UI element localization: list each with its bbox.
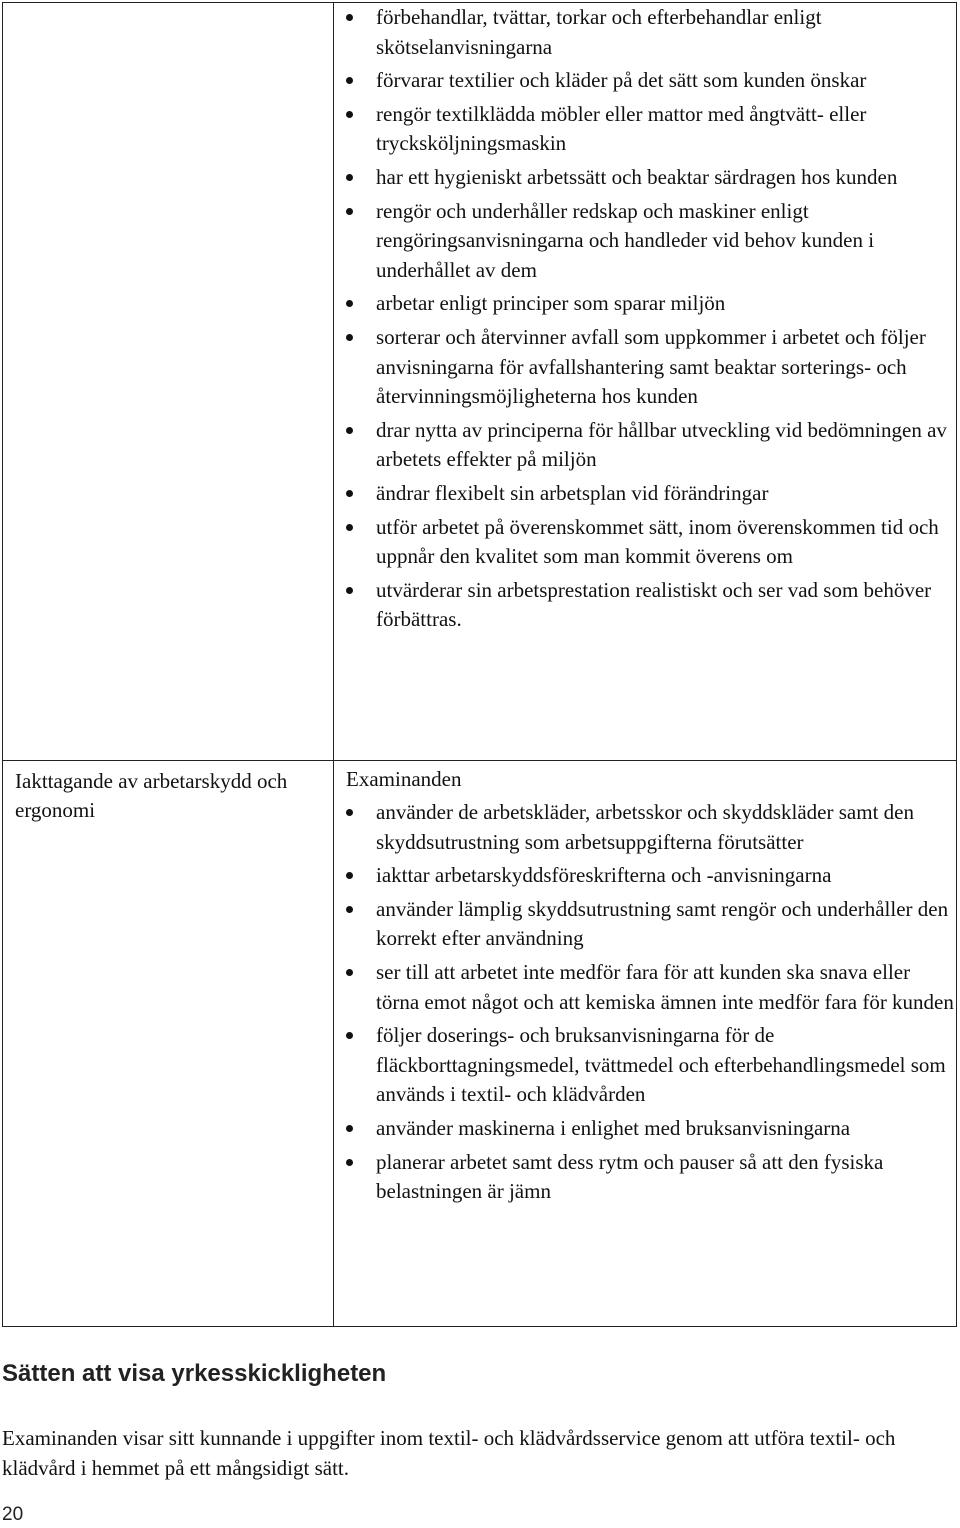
criteria-text: använder maskinerna i enlighet med bruksanvisningarna (376, 1115, 851, 1140)
criteria-text: använder de arbetskläder, arbetsskor och skyddskläder samt den skyddsutrustning som arbetsuppgifterna förutsätter (376, 800, 914, 854)
criteria-item (334, 289, 956, 319)
criteria-item (334, 479, 956, 509)
criteria-text: förbehandlar, tvättar, torkar och efterbehandlar enligt skötselanvisningarna (376, 5, 822, 59)
bullet-icon (346, 906, 353, 913)
criteria-text: använder lämplig skyddsutrustning samt rengör och underhåller den korrekt efter användning (376, 896, 949, 951)
bullet-icon (346, 1032, 353, 1039)
criteria-item (334, 513, 956, 572)
criteria-item (334, 1148, 956, 1207)
bullet-icon (346, 1159, 353, 1166)
criteria-item (334, 323, 956, 412)
criteria-text: rengör och underhåller redskap och maskiner enligt rengöringsanvisningarna och handleder vid behov kunden i underhållet av dem (376, 198, 875, 282)
criteria-list (334, 3, 956, 635)
criteria-text: ser till att arbetet inte medför fara för att kunden ska snava eller törna emot något och att kemiska ämnen inte medför fara för kunden (376, 959, 954, 1014)
criteria-text: utför arbetet på överenskommet sätt, inom överenskommen tid och uppnår den kvalitet som man kommit överens om (376, 514, 939, 569)
criteria-item (334, 416, 956, 475)
bullet-icon (346, 587, 353, 594)
bullet-icon (346, 334, 353, 341)
criteria-text: iakttar arbetarskyddsföreskrifterna och -anvisningarna (376, 863, 832, 888)
section-heading: Sätten att visa yrkesskickligheten (2, 1360, 387, 1387)
criteria-item (334, 576, 956, 635)
bullet-icon (346, 111, 353, 118)
topic-cell (3, 3, 334, 761)
bullet-icon (346, 524, 353, 531)
bullet-icon (346, 427, 353, 434)
section-body-text: Examinanden visar sitt kunnande i uppgifter inom textil- och klädvårdsservice genom att utföra textil- och klädvård i hemmet på ett mångsidigt sätt. (2, 1426, 896, 1480)
bullet-icon (346, 14, 353, 21)
criteria-text: förvarar textilier och kläder på det sätt som kunden önskar (376, 68, 867, 93)
criteria-text: sorterar och återvinner avfall som uppkommer i arbetet och följer anvisningarna för avfallshantering samt beaktar sorterings- och återvinningsmöjligheterna hos kunden (376, 324, 926, 409)
topic-label: Iakttagande av arbetarskydd och ergonomi (15, 769, 288, 822)
criteria-item (334, 3, 956, 62)
bullet-icon (346, 174, 353, 181)
criteria-list (334, 798, 956, 1207)
criteria-item (334, 861, 956, 891)
criteria-text: har ett hygieniskt arbetssätt och beaktar särdragen hos kunden (376, 164, 898, 189)
criteria-item (334, 798, 956, 857)
bullet-icon (346, 208, 353, 215)
bullet-icon (346, 77, 353, 84)
page-number: 20 (2, 1504, 24, 1525)
criteria-text: planerar arbetet samt dess rytm och pauser så att den fysiska belastningen är jämn (376, 1149, 884, 1204)
bullet-icon (346, 969, 353, 976)
criteria-item (334, 958, 956, 1017)
criteria-subject: Examinanden (346, 767, 462, 791)
criteria-item (334, 100, 956, 159)
topic-cell (3, 761, 334, 1327)
criteria-text: drar nytta av principerna för hållbar utveckling vid bedömningen av arbetets effekter på miljön (376, 417, 947, 472)
criteria-text: utvärderar sin arbetsprestation realistiskt och ser vad som behöver förbättras. (376, 577, 932, 632)
bullet-icon (346, 490, 353, 497)
criteria-item (334, 895, 956, 954)
bullet-icon (346, 1125, 353, 1132)
criteria-item (334, 197, 956, 286)
criteria-text: rengör textilklädda möbler eller mattor med ångtvätt- eller trycksköljningsmaskin (376, 101, 867, 156)
criteria-cell (334, 3, 957, 761)
bullet-icon (346, 300, 353, 307)
assessment-criteria-table (2, 2, 957, 1327)
bullet-icon (346, 809, 353, 816)
table-row (3, 3, 957, 761)
bullet-icon (346, 872, 353, 879)
criteria-text: följer doserings- och bruksanvisningarna för de fläckborttagningsmedel, tvättmedel och efterbehandlingsmedel som används i textil- och klädvården (376, 1023, 946, 1107)
criteria-text: ändrar flexibelt sin arbetsplan vid förändringar (376, 480, 769, 505)
criteria-item (334, 1021, 956, 1110)
criteria-text: arbetar enligt principer som sparar miljön (376, 291, 726, 316)
criteria-item (334, 1114, 956, 1144)
criteria-cell (334, 761, 957, 1327)
criteria-item (334, 163, 956, 193)
table-row (3, 761, 957, 1327)
criteria-item (334, 66, 956, 96)
